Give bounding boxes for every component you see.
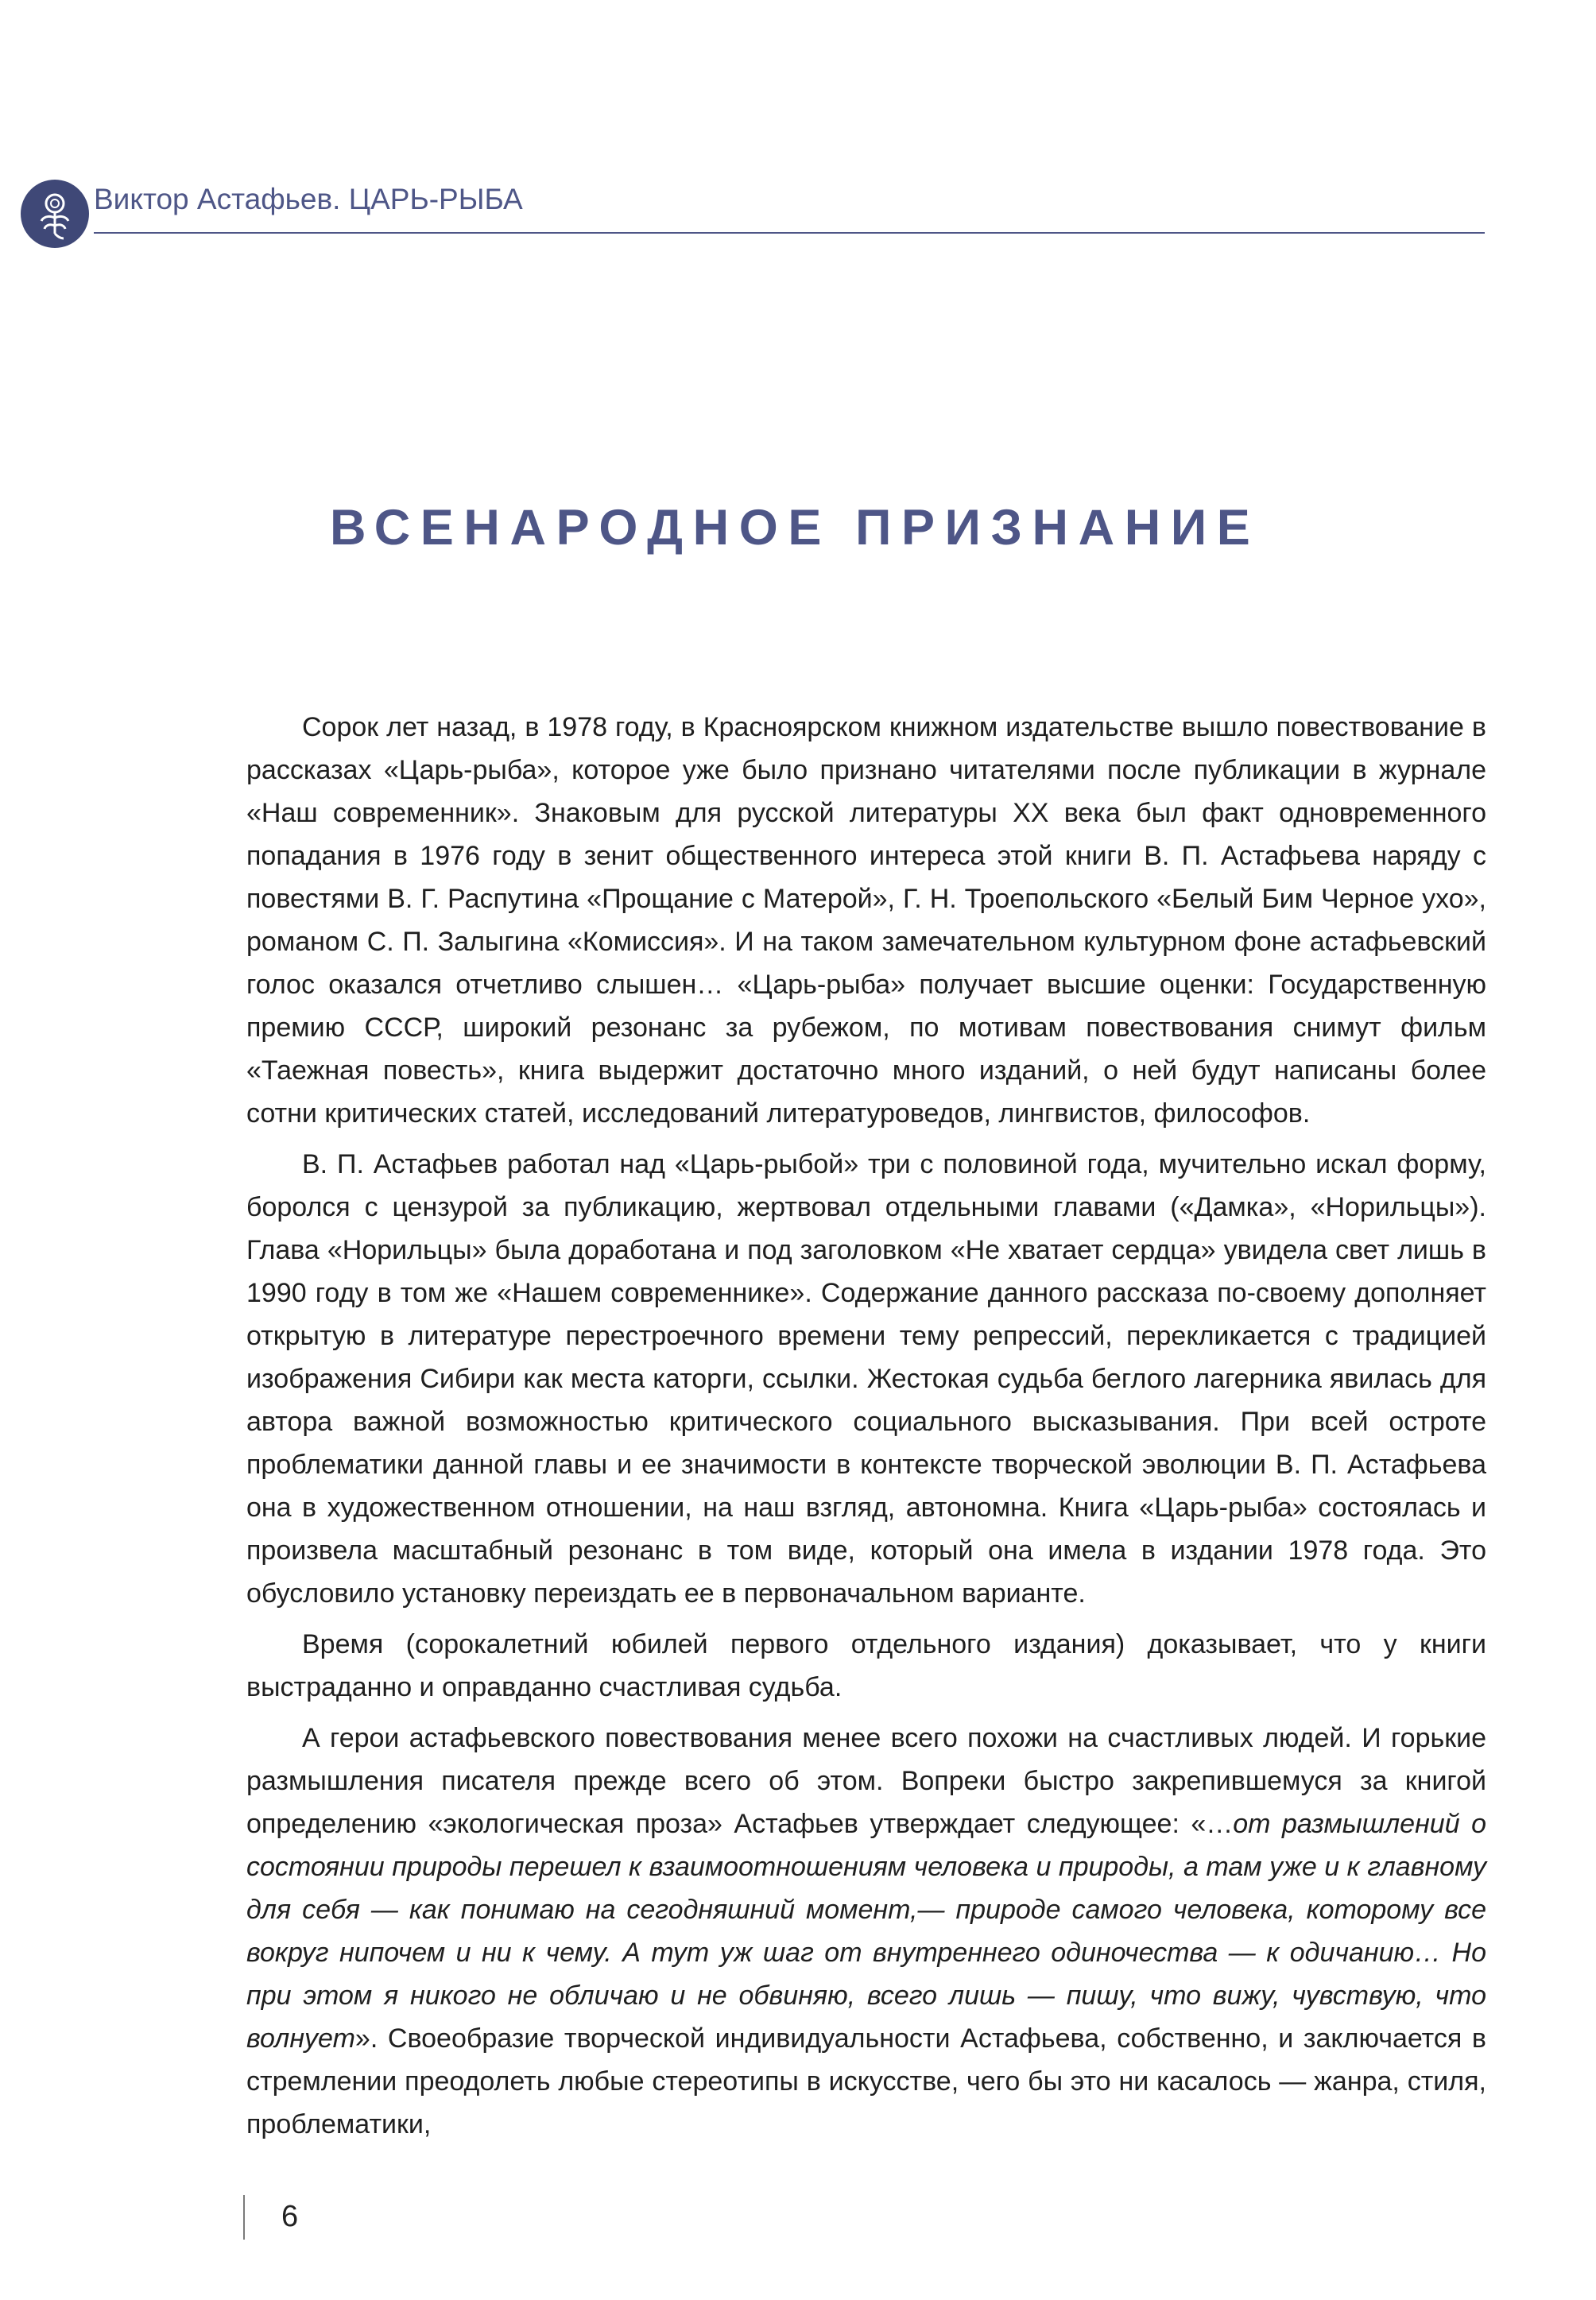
paragraph-3: Время (сорокалетний юбилей первого отдельного издания) доказывает, что у книги выстраданно и оправданно счастливая судьба.	[246, 1629, 1486, 1702]
paragraph-4-start: А герои астафьевского повествования менее всего похожи на счастливых людей. И горькие размышления писателя прежде всего об этом. Вопреки быстро закрепившемуся за книгой определению «экологическая проза» Астафьев утверждает следующее: «…	[246, 1723, 1486, 1839]
header-divider	[94, 232, 1485, 234]
body-text	[246, 706, 1486, 2146]
page-number: 6	[281, 2200, 299, 2233]
paragraph-2: В. П. Астафьев работал над «Царь-рыбой» три с половиной года, мучительно искал форму, боролся с цензурой за публикацию, жертвовал отдельными главами («Дамка», «Норильцы»). Глава «Норильцы» была доработана и под заголовком «Не хватает сердца» увидела свет лишь в 1990 году в том же «Нашем современнике». Содержание данного рассказа по-своему дополняет открытую в литературе перестроечного времени тему репрессий, перекликается с традицией изображения Сибири как места каторги, ссылки. Жестокая судьба беглого лагерника явилась для автора важной возможностью критического социального высказывания. При всей остроте проблематики данной главы и ее значимости в контексте творческой эволюции В. П. Астафьева она в художественном отношении, на наш взгляд, автономна. Книга «Царь-рыба» состоялась и произвела масштабный резонанс в том виде, который она имела в издании 1978 года. Это обусловило установку переиздать ее в первоначальном варианте.	[246, 1149, 1486, 1609]
chapter-title: ВСЕНАРОДНОЕ ПРИЗНАНИЕ	[330, 500, 1261, 556]
running-title: Виктор Астафьев. ЦАРЬ-РЫБА	[94, 183, 523, 215]
leaf-emblem-icon	[21, 180, 89, 248]
author-quote: от размышлений о состоянии природы перешел к взаимоотношениям человека и природы, а там уже и к главному для себя — как понимаю на сегодняшний момент,— природе самого человека, которому все вокруг нипочем и ни к чему. А тут уж шаг от внутреннего одиночества — к одичанию… Но при этом я никого не обличаю и не обвиняю, всего лишь — пишу, что вижу, чувствую, что волнует	[246, 1809, 1486, 2054]
paragraph-1: Сорок лет назад, в 1978 году, в Красноярском книжном издательстве вышло повествование в рассказах «Царь-рыба», которое уже было признано читателями после публикации в журнале «Наш современник». Знаковым для русской литературы ХХ века был факт одновременного попадания в 1976 году в зенит общественного интереса этой книги В. П. Астафьева наряду с повестями В. Г. Распутина «Прощание с Матерой», Г. Н. Троепольского «Белый Бим Черное ухо», романом С. П. Залыгина «Комиссия». И на таком замечательном культурном фоне астафьевский голос оказался отчетливо слышен… «Царь-рыба» получает высшие оценки: Государственную премию СССР, широкий резонанс за рубежом, по мотивам повествования снимут фильм «Таежная повесть», книга выдержит достаточно много изданий, о ней будут написаны более сотни критических статей, исследований литературоведов, лингвистов, философов.	[246, 712, 1486, 1129]
footer-divider	[243, 2195, 245, 2240]
paragraph-4-end: ». Своеобразие творческой индивидуальности Астафьева, собственно, и заключается в стремлении преодолеть любые стереотипы в искусстве, чего бы это ни касалось — жанра, стиля, проблематики,	[246, 2023, 1486, 2139]
paragraph-4	[246, 1717, 1486, 2146]
page-header	[21, 175, 1483, 254]
